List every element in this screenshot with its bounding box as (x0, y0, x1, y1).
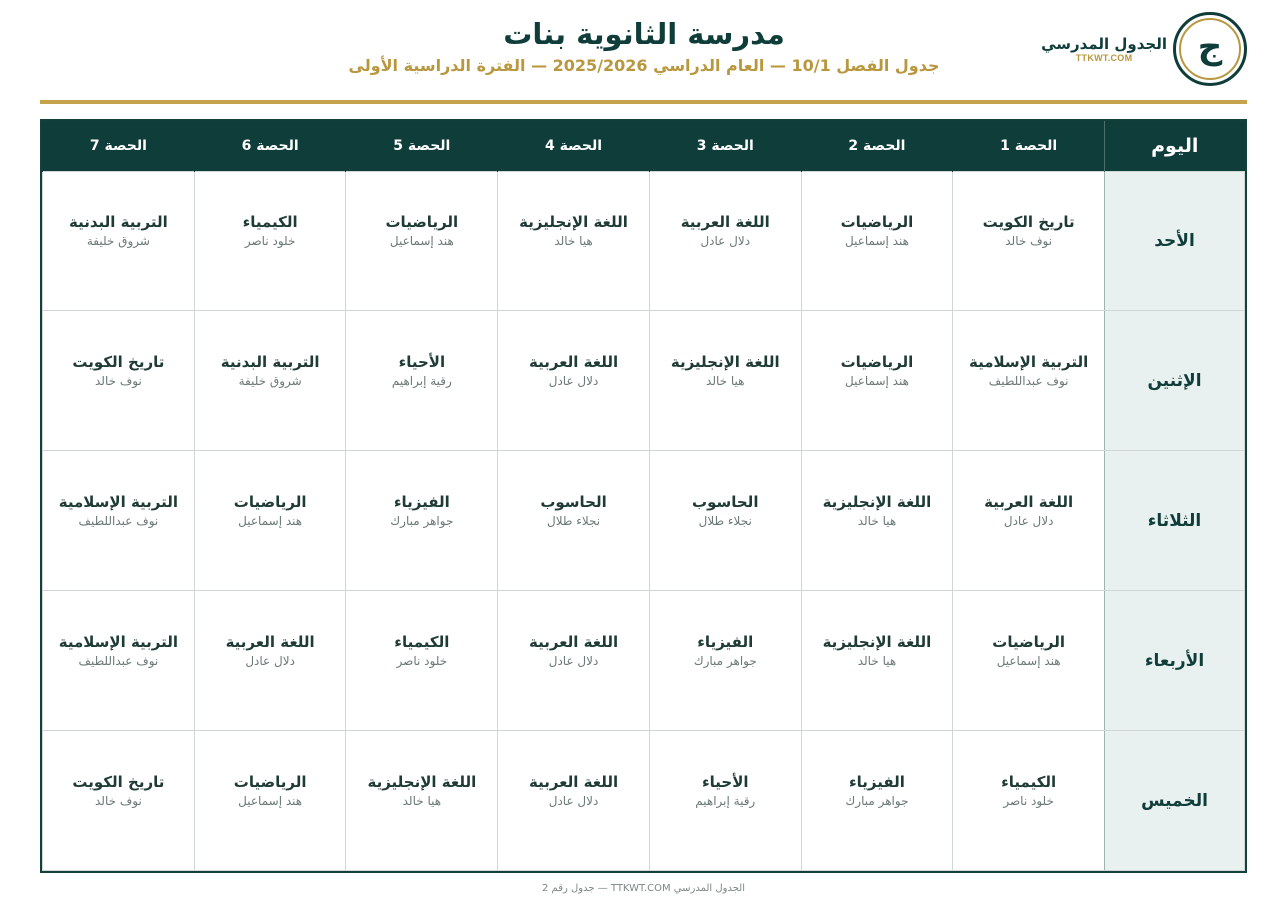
brand-logo (1041, 12, 1247, 86)
teacher-name: دلال عادل (548, 653, 599, 668)
period-header: الحصة 5 (346, 121, 498, 171)
lesson-cell (498, 171, 650, 311)
teacher-name: دلال عادل (548, 373, 599, 388)
teacher-name: هيا خالد (706, 373, 745, 388)
teacher-name: رقية إبراهيم (695, 793, 756, 808)
subject-name: الفيزياء (848, 772, 905, 791)
teacher-name: نوف خالد (1005, 233, 1053, 248)
period-header: الحصة 6 (194, 121, 346, 171)
day-label: الأحد (1105, 171, 1245, 311)
lesson-cell (194, 451, 346, 591)
title-block (280, 14, 1008, 75)
teacher-name: هند إسماعيل (389, 233, 454, 248)
teacher-name: دلال عادل (245, 653, 295, 668)
lesson-cell (498, 731, 650, 871)
table-row (43, 591, 1245, 731)
teacher-name: نوف خالد (94, 373, 142, 388)
lesson-cell (953, 731, 1105, 871)
subject-name: الكيمياء (242, 212, 298, 231)
lesson-cell (498, 591, 650, 731)
teacher-name: دلال عادل (700, 233, 751, 248)
lesson-cell (801, 171, 953, 311)
lesson-cell (649, 171, 801, 311)
period-header: الحصة 3 (649, 121, 801, 171)
teacher-name: جواهر مبارك (845, 793, 909, 808)
subject-name: الرياضيات (385, 212, 459, 231)
teacher-name: نجلاء طلال (698, 513, 752, 528)
header-divider (40, 100, 1247, 104)
lesson-cell (498, 451, 650, 591)
lesson-cell (953, 311, 1105, 451)
subject-name: الرياضيات (233, 492, 307, 511)
subject-name: الفيزياء (697, 632, 754, 651)
lesson-cell (801, 591, 953, 731)
logo-badge-icon (1173, 12, 1247, 86)
subject-name: الحاسوب (540, 492, 607, 511)
teacher-name: هند إسماعيل (996, 653, 1061, 668)
lesson-cell (194, 731, 346, 871)
subject-name: تاريخ الكويت (72, 352, 165, 371)
timetable-grid (42, 121, 1245, 871)
subject-name: التربية الإسلامية (58, 632, 179, 651)
subject-name: التربية الإسلامية (58, 492, 179, 511)
subject-name: اللغة العربية (528, 772, 619, 791)
subject-name: الفيزياء (393, 492, 450, 511)
lesson-cell (649, 731, 801, 871)
teacher-name: هيا خالد (857, 513, 897, 528)
table-row (43, 311, 1245, 451)
subject-name: اللغة العربية (984, 492, 1074, 511)
subject-name: تاريخ الكويت (72, 772, 165, 791)
brand-text (1041, 35, 1167, 63)
subject-name: التربية البدنية (69, 212, 168, 231)
teacher-name: نجلاء طلال (546, 513, 601, 528)
period-header: الحصة 4 (498, 121, 650, 171)
teacher-name: نوف عبداللطيف (78, 653, 159, 668)
subject-name: الأحياء (398, 352, 446, 371)
timetable-header-row (43, 121, 1245, 171)
teacher-name: هيا خالد (857, 653, 897, 668)
teacher-name: خلود ناصر (244, 233, 296, 248)
lesson-cell (953, 591, 1105, 731)
lesson-cell (194, 591, 346, 731)
subject-name: الرياضيات (233, 772, 307, 791)
subject-name: الرياضيات (840, 352, 914, 371)
lesson-cell (498, 311, 650, 451)
teacher-name: خلود ناصر (1003, 793, 1054, 808)
subject-name: اللغة العربية (528, 352, 619, 371)
teacher-name: هيا خالد (554, 233, 593, 248)
teacher-name: هند إسماعيل (844, 373, 909, 388)
subject-name: اللغة الإنجليزية (822, 492, 932, 511)
lesson-cell (346, 311, 498, 451)
lesson-cell (346, 731, 498, 871)
teacher-name: دلال عادل (548, 793, 599, 808)
lesson-cell (346, 591, 498, 731)
subject-name: اللغة العربية (528, 632, 619, 651)
day-column-header: اليوم (1105, 121, 1245, 171)
teacher-name: نوف خالد (94, 793, 142, 808)
brand-url: TTKWT.COM (1075, 53, 1133, 63)
lesson-cell (43, 171, 195, 311)
lesson-cell (43, 591, 195, 731)
table-row (43, 731, 1245, 871)
teacher-name: هند إسماعيل (238, 513, 303, 528)
lesson-cell (801, 311, 953, 451)
page-footer: الجدول المدرسي TTKWT.COM — جدول رقم 2 (542, 883, 745, 894)
teacher-name: جواهر مبارك (390, 513, 454, 528)
period-header: الحصة 2 (801, 121, 953, 171)
page-subtitle: جدول الفصل 10/1 — العام الدراسي 2025/2026 — الفترة الدراسية الأولى (348, 56, 940, 75)
subject-name: اللغة العربية (225, 632, 315, 651)
teacher-name: شروق خليفة (86, 233, 150, 248)
subject-name: التربية البدنية (220, 352, 320, 371)
brand-name: الجدول المدرسي (1041, 35, 1167, 53)
lesson-cell (953, 171, 1105, 311)
subject-name: اللغة الإنجليزية (367, 772, 477, 791)
subject-name: الكيمياء (394, 632, 450, 651)
day-label: الثلاثاء (1105, 451, 1245, 591)
period-header: الحصة 7 (43, 121, 195, 171)
day-label: الخميس (1105, 731, 1245, 871)
lesson-cell (953, 451, 1105, 591)
teacher-name: جواهر مبارك (693, 653, 757, 668)
subject-name: اللغة الإنجليزية (670, 352, 780, 371)
lesson-cell (346, 171, 498, 311)
lesson-cell (346, 451, 498, 591)
subject-name: الرياضيات (992, 632, 1065, 651)
lesson-cell (43, 311, 195, 451)
subject-name: اللغة العربية (680, 212, 770, 231)
teacher-name: دلال عادل (1003, 513, 1054, 528)
teacher-name: شروق خليفة (238, 373, 302, 388)
lesson-cell (649, 311, 801, 451)
lesson-cell (194, 311, 346, 451)
subject-name: الأحياء (701, 772, 749, 791)
page-header (0, 0, 1287, 100)
logo-glyph: ج (1197, 27, 1223, 67)
lesson-cell (649, 451, 801, 591)
lesson-cell (43, 731, 195, 871)
teacher-name: رقية إبراهيم (391, 373, 452, 388)
timetable (40, 119, 1247, 873)
page-title: مدرسة الثانوية بنات (503, 17, 785, 51)
subject-name: الرياضيات (840, 212, 914, 231)
teacher-name: خلود ناصر (396, 653, 448, 668)
teacher-name: هند إسماعيل (238, 793, 303, 808)
subject-name: تاريخ الكويت (982, 212, 1075, 231)
period-header: الحصة 1 (953, 121, 1105, 171)
lesson-cell (801, 731, 953, 871)
subject-name: اللغة الإنجليزية (519, 212, 628, 231)
lesson-cell (801, 451, 953, 591)
lesson-cell (649, 591, 801, 731)
lesson-cell (43, 451, 195, 591)
day-label: الأربعاء (1105, 591, 1245, 731)
lesson-cell (194, 171, 346, 311)
table-row (43, 171, 1245, 311)
subject-name: الحاسوب (692, 492, 759, 511)
subject-name: اللغة الإنجليزية (822, 632, 932, 651)
teacher-name: هند إسماعيل (844, 233, 909, 248)
subject-name: الكيمياء (1001, 772, 1057, 791)
teacher-name: هيا خالد (402, 793, 442, 808)
subject-name: التربية الإسلامية (969, 352, 1089, 371)
table-row (43, 451, 1245, 591)
teacher-name: نوف عبداللطيف (78, 513, 159, 528)
day-label: الإثنين (1105, 311, 1245, 451)
teacher-name: نوف عبداللطيف (988, 373, 1069, 388)
